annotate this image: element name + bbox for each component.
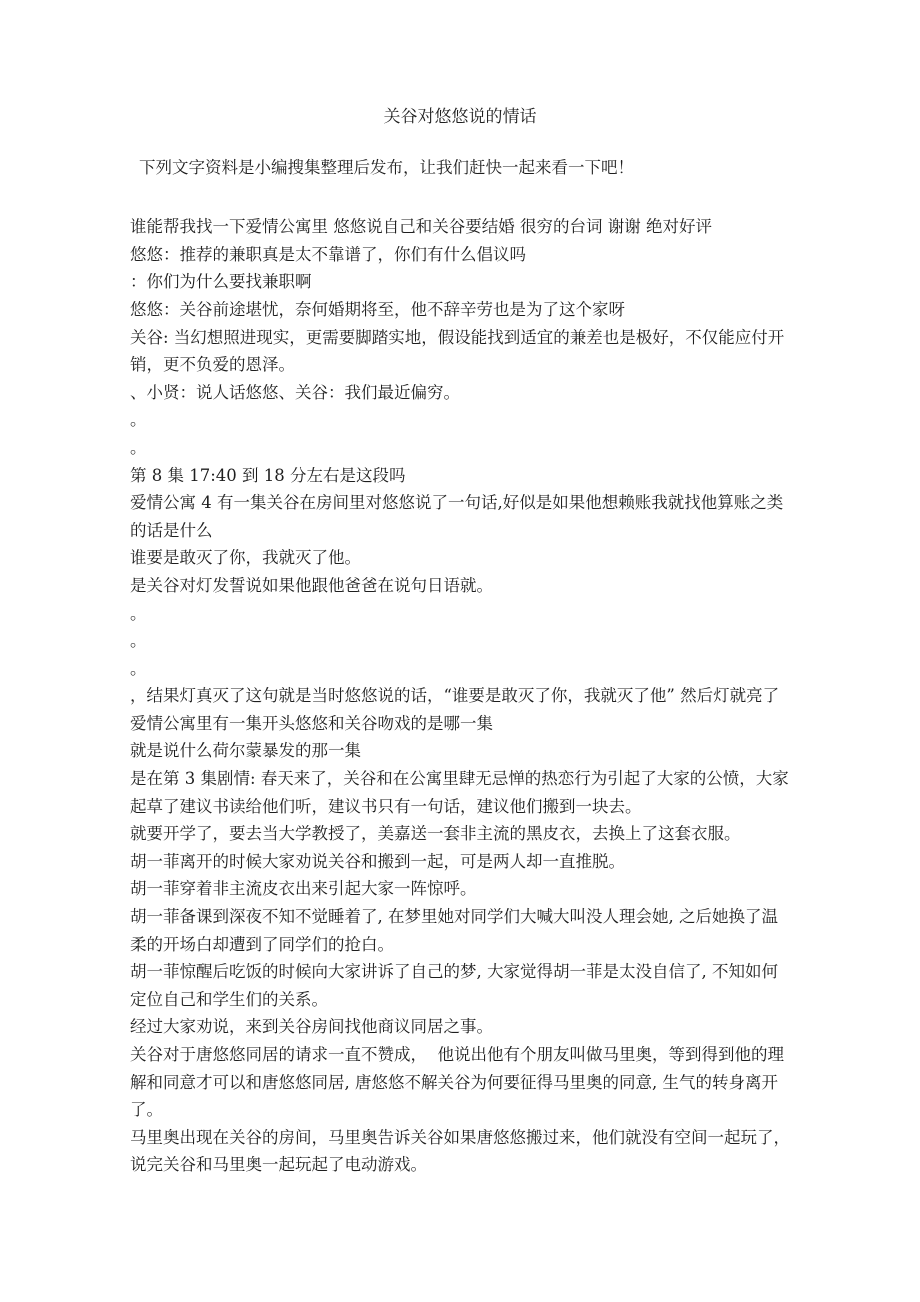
- paragraph: 马里奥出现在关谷的房间，马里奥告诉关谷如果唐悠悠搬过来，他们就没有空间一起玩了，说完关谷和马里奥一起玩起了电动游戏。: [130, 1127, 790, 1175]
- paragraph: 第 8 集 17:40 到 18 分左右是这段吗: [130, 465, 406, 485]
- paragraph: 胡一菲离开的时候大家劝说关谷和搬到一起，可是两人却一直推脱。: [130, 851, 625, 871]
- paragraph: 经过大家劝说，来到关谷房间找他商议同居之事。: [130, 1017, 493, 1037]
- paragraph: 爱情公寓 4 有一集关谷在房间里对悠悠说了一句话,好似是如果他想赖账我就找他算账之类的话是什么: [130, 493, 784, 540]
- intro-paragraph: 下列文字资料是小编搜集整理后发布，让我们赶快一起来看一下吧！: [139, 157, 634, 177]
- document-title: 关谷对悠悠说的情话: [383, 107, 537, 127]
- paragraph: 关谷对于唐悠悠同居的请求一直不赞成， 他说出他有个朋友叫做马里奥，等到得到他的理解和同意才可以和唐悠悠同居, 唐悠悠不解关谷为何要征得马里奥的同意, 生气的转身离开了。: [130, 1045, 784, 1120]
- paragraph: 。: [130, 410, 147, 430]
- paragraph: ：你们为什么要找兼职啊: [130, 272, 312, 292]
- paragraph: 就是说什么荷尔蒙暴发的那一集: [130, 741, 361, 761]
- paragraph: 、小贤：说人话悠悠、关谷：我们最近偏穷。: [130, 382, 460, 402]
- paragraph: 是关谷对灯发誓说如果他跟他爸爸在说句日语就。: [130, 575, 493, 595]
- paragraph: 胡一菲备课到深夜不知不觉睡着了, 在梦里她对同学们大喊大叫没人理会她, 之后她换了温柔的开场白却遭到了同学们的抢白。: [130, 907, 778, 954]
- paragraph: 。: [130, 437, 147, 457]
- document-body: [130, 213, 793, 1179]
- paragraph: 悠悠：关谷前途堪忧，奈何婚期将至，他不辞辛劳也是为了这个家呀: [130, 299, 625, 319]
- paragraph: 关谷: 当幻想照进现实，更需要脚踏实地，假设能找到适宜的兼差也是极好，不仅能应付开销，更不负爱的恩泽。: [130, 327, 785, 375]
- paragraph: 。: [130, 603, 147, 623]
- paragraph: 谁要是敢灭了你，我就灭了他。: [130, 548, 361, 568]
- paragraph: 胡一菲穿着非主流皮衣出来引起大家一阵惊呼。: [130, 879, 477, 899]
- paragraph: 。: [130, 658, 147, 678]
- paragraph: 就要开学了，要去当大学教授了，美嘉送一套非主流的黑皮衣，去换上了这套衣服。: [130, 824, 741, 844]
- paragraph: 爱情公寓里有一集开头悠悠和关谷吻戏的是哪一集: [130, 713, 493, 733]
- paragraph: 。: [130, 631, 147, 651]
- paragraph: 是在第 3 集剧情: 春天来了，关谷和在公寓里肆无忌惮的热恋行为引起了大家的公愤，大家起草了建议书读给他们听，建议书只有一句话，建议他们搬到一块去。: [130, 769, 789, 816]
- paragraph: ，结果灯真灭了这句就是当时悠悠说的话，“谁要是敢灭了你，我就灭了他” 然后灯就亮了: [130, 686, 780, 706]
- paragraph: 胡一菲惊醒后吃饭的时候向大家讲诉了自己的梦, 大家觉得胡一菲是太没自信了, 不知如何定位自己和学生们的关系。: [130, 962, 778, 1009]
- paragraph: 悠悠：推荐的兼职真是太不靠谱了，你们有什么倡议吗: [130, 244, 526, 264]
- paragraph: 谁能帮我找一下爱情公寓里 悠悠说自己和关谷要结婚 很穷的台词 谢谢 绝对好评: [130, 217, 712, 237]
